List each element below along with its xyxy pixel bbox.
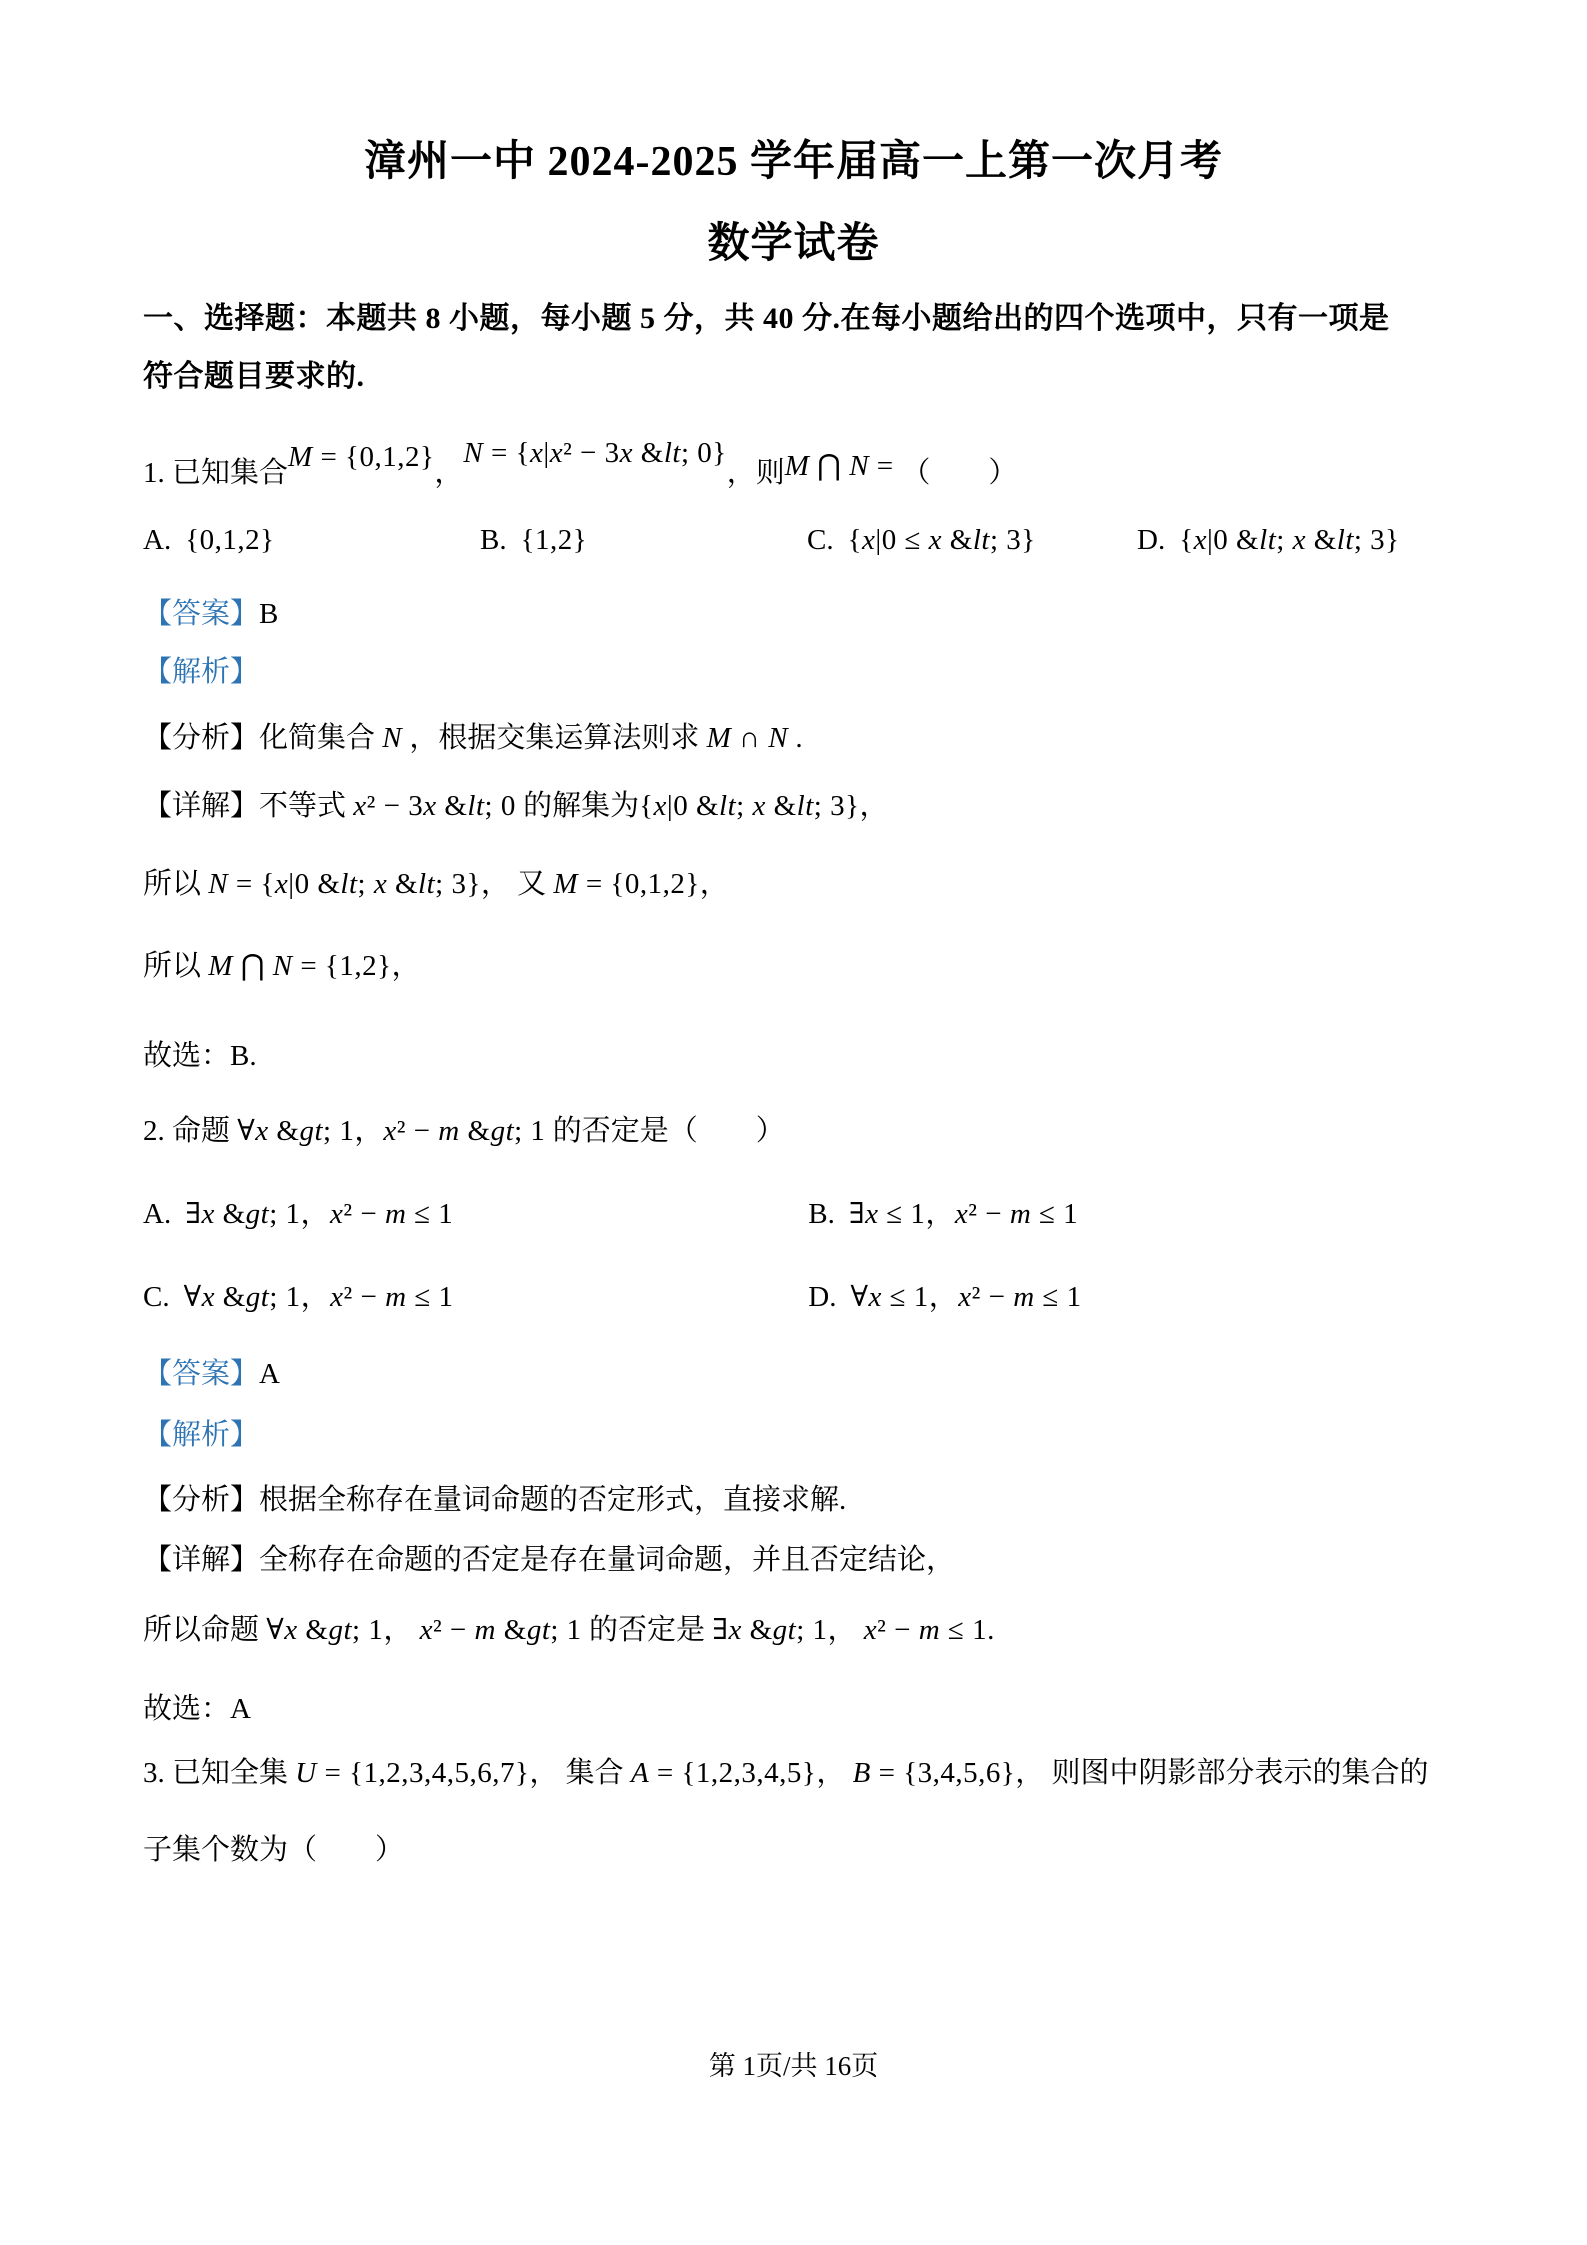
question-1-answer-line (143, 596, 278, 632)
text-run: ， 则图中阴影部分表示的集合的 (1015, 1757, 1429, 1789)
text-run: 的否定是（ ） (545, 1115, 785, 1147)
answer-label: 【答案】 (143, 1358, 260, 1390)
analysis-label: 【解析】 (143, 1419, 260, 1451)
question-1-detail-line-3 (143, 948, 421, 984)
text-run: ，根据交集运算法则求 (402, 722, 707, 754)
question-2-options-row-2 (143, 1279, 1082, 1315)
question-3-stem-line-1 (143, 1755, 1429, 1791)
text-run: 1. 已知集合 (143, 457, 289, 489)
question-2-option-c (143, 1279, 801, 1315)
formula: M = {0,1,2} (553, 868, 700, 900)
text-run: ， (827, 1614, 864, 1646)
text-run: ， (434, 457, 464, 489)
text-run: ， 又 (480, 868, 554, 900)
text-run: 的否定是 (581, 1614, 713, 1646)
answer-value: A (259, 1358, 280, 1390)
formula: x² − m ≤ 1 (863, 1614, 988, 1646)
question-2-conclusion: 故选：A (143, 1693, 251, 1725)
text-run: ， (383, 1614, 420, 1646)
text-run: 所以命题 (143, 1614, 267, 1646)
formula: M = {0,1,2} (288, 441, 435, 473)
option-formula: {x|0 ≤ x &lt; 3} (847, 524, 1036, 556)
question-1-analysis-label (143, 654, 259, 690)
formula: ∃x &gt; 1 (712, 1614, 828, 1646)
question-1-detail-line-2 (143, 866, 729, 902)
question-1-options (143, 522, 1400, 558)
question-2-method-line: 【分析】根据全称存在量词命题的否定形式，直接求解. (143, 1484, 847, 1516)
question-2-options-row-1 (143, 1196, 1078, 1232)
formula: M ⋂ N = (784, 450, 902, 482)
formula: x² − m &gt; 1 (383, 1115, 546, 1147)
option-formula: {0,1,2} (185, 524, 275, 556)
page-number-footer: 第 1页/共 16页 (708, 2051, 879, 2081)
question-1-method-line (143, 720, 803, 756)
formula: N = {x|0 &lt; x &lt; 3} (208, 868, 481, 900)
question-2-detail-line-2 (143, 1612, 994, 1648)
formula: N = {x|x² − 3x &lt; 0} (463, 437, 727, 469)
section-1-heading-line-1: 一、选择题：本题共 8 小题，每小题 5 分，共 40 分.在每小题给出的四个选项中，只有一项是 (143, 302, 1390, 335)
text-run: 的解集为 (515, 790, 640, 822)
question-2-detail-line-1: 【详解】全称存在命题的否定是存在量词命题，并且否定结论， (143, 1544, 956, 1576)
question-1-option-c (807, 522, 1137, 558)
option-label: B. (480, 524, 507, 556)
option-label: A. (143, 1198, 172, 1230)
option-formula: {1,2} (520, 524, 588, 556)
option-label: D. (1137, 524, 1166, 556)
question-3-stem-line-2: 子集个数为（ ） (143, 1834, 405, 1866)
text-run: ， (354, 1115, 384, 1147)
text-run: ， 集合 (529, 1757, 631, 1789)
section-1-heading-line-2: 符合题目要求的. (143, 360, 365, 393)
page-subtitle: 数学试卷 (707, 221, 880, 267)
text-run: 2. 命题 (143, 1115, 238, 1147)
answer-value: B (259, 598, 279, 630)
text-run: 3. 已知全集 (143, 1757, 296, 1789)
text-run: 【详解】不等式 (143, 790, 354, 822)
option-label: C. (143, 1281, 170, 1313)
formula: ∀x &gt; 1 (237, 1115, 355, 1147)
page-title: 漳州一中 2024-2025 学年届高一上第一次月考 (364, 139, 1223, 185)
formula: {x|0 &lt; x &lt; 3} (639, 790, 860, 822)
question-2-answer-line (143, 1356, 280, 1392)
question-1-option-a (143, 522, 480, 558)
formula: N (382, 722, 403, 754)
question-1-option-d (1137, 522, 1400, 558)
question-1-conclusion: 故选：B. (143, 1040, 257, 1072)
question-2-analysis-label (143, 1417, 259, 1453)
question-2-option-a (143, 1196, 801, 1232)
option-label: B. (808, 1198, 835, 1230)
formula: A = {1,2,3,4,5} (630, 1757, 817, 1789)
formula: x² − 3x &lt; 0 (353, 790, 516, 822)
option-label: C. (807, 524, 834, 556)
option-formula: ∀x &gt; 1，x² − m ≤ 1 (183, 1281, 454, 1313)
option-label: A. (143, 524, 172, 556)
formula: B = {3,4,5,6} (852, 1757, 1016, 1789)
text-run: （ ） (901, 457, 1018, 489)
formula: M ∩ N (706, 722, 789, 754)
text-run: 所以 (143, 868, 209, 900)
option-formula: ∃x ≤ 1，x² − m ≤ 1 (848, 1198, 1079, 1230)
question-1-stem (143, 437, 1018, 491)
question-2-option-d (808, 1279, 1081, 1315)
formula: U = {1,2,3,4,5,6,7} (295, 1757, 530, 1789)
answer-label: 【答案】 (143, 598, 260, 630)
formula: ∀x &gt; 1 (266, 1614, 384, 1646)
option-label: D. (808, 1281, 837, 1313)
question-2-option-b (808, 1196, 1078, 1232)
analysis-label: 【解析】 (143, 656, 260, 688)
option-formula: {x|0 &lt; x &lt; 3} (1179, 524, 1400, 556)
text-run: ， (391, 950, 421, 982)
text-run: ， (699, 868, 729, 900)
question-1-detail-line-1 (143, 788, 889, 824)
text-run: 【分析】化简集合 (143, 722, 383, 754)
question-2-stem (143, 1113, 785, 1149)
text-run: . (987, 1614, 995, 1646)
text-run: 所以 (143, 950, 209, 982)
formula: x² − m &gt; 1 (419, 1614, 582, 1646)
text-run: . (788, 722, 803, 754)
option-formula: ∀x ≤ 1，x² − m ≤ 1 (850, 1281, 1082, 1313)
question-1-option-b (480, 522, 807, 558)
option-formula: ∃x &gt; 1，x² − m ≤ 1 (185, 1198, 454, 1230)
text-run: ， (816, 1757, 853, 1789)
text-run: ， (859, 790, 889, 822)
text-run: ，则 (726, 457, 785, 489)
formula: M ⋂ N = {1,2} (208, 950, 392, 982)
